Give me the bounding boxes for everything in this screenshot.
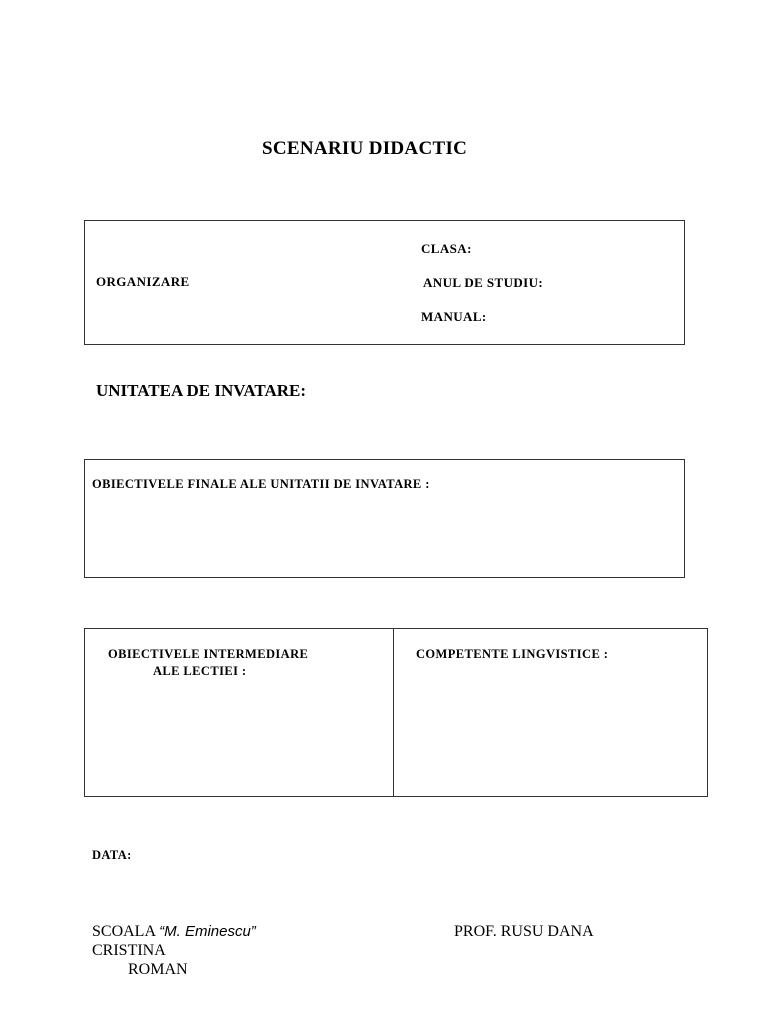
school-prefix: SCOALA [92,923,160,940]
manual-label: MANUAL: [421,309,487,324]
anul-de-studiu-label: ANUL DE STUDIU: [423,275,544,290]
obiective-intermediare-line2: ALE LECTIEI : [153,664,247,678]
school-line [92,923,256,941]
page-title: SCENARIU DIDACTIC [262,138,468,159]
obiective-finale-box [84,459,685,578]
city-line1: CRISTINA [92,942,166,959]
clasa-label: CLASA: [421,241,472,256]
obiective-intermediare-line1: OBIECTIVELE INTERMEDIARE [108,647,309,661]
city-line2: ROMAN [128,961,188,978]
school-name: “M. Eminescu” [159,923,256,940]
organizare-label: ORGANIZARE [96,274,190,289]
column-divider [393,629,394,796]
unitatea-heading: UNITATEA DE INVATARE: [96,381,307,400]
organization-box [84,220,685,345]
obiective-finale-label: OBIECTIVELE FINALE ALE UNITATII DE INVATARE : [92,477,430,491]
competente-label: COMPETENTE LINGVISTICE : [416,647,609,661]
teacher-name: PROF. RUSU DANA [454,923,594,940]
obiective-competente-box [84,628,708,797]
data-label: DATA: [92,848,132,862]
